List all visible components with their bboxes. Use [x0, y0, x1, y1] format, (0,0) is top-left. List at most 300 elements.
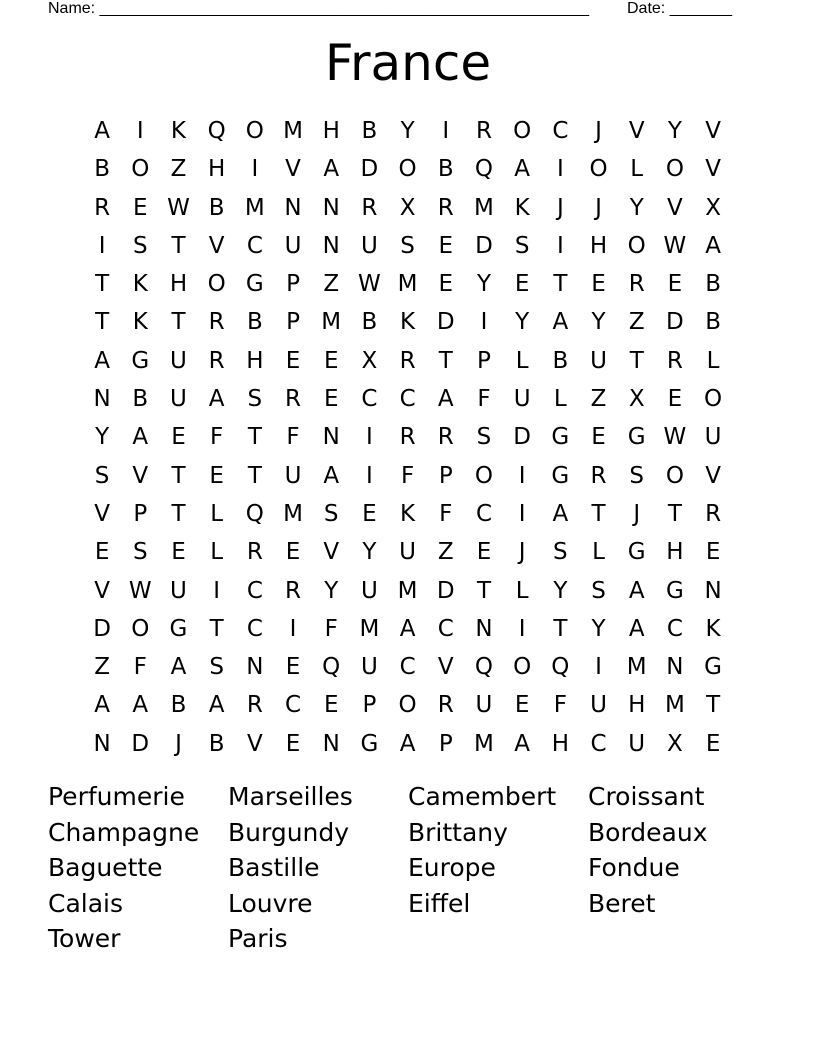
grid-letter: B [552, 347, 569, 374]
grid-letter: G [627, 539, 646, 566]
grid-letter: B [705, 309, 721, 336]
grid-row [83, 380, 733, 418]
grid-letter: C [246, 615, 263, 642]
grid-letter: C [590, 730, 607, 757]
grid-letter: N [284, 194, 302, 221]
grid-letter: U [360, 232, 378, 259]
grid-letter: A [132, 424, 149, 451]
grid-letter: X [667, 730, 683, 757]
word-list-item: Champagne [48, 817, 200, 847]
grid-letter: E [94, 539, 110, 566]
grid-letter: I [556, 156, 564, 183]
grid-row [83, 533, 733, 571]
grid-letter: I [480, 309, 488, 336]
grid-letter: R [475, 118, 492, 144]
grid-letter: L [210, 539, 224, 566]
grid-letter: R [94, 194, 111, 221]
grid-letter: E [667, 271, 683, 298]
grid-letter: M [321, 309, 342, 336]
grid-letter: H [666, 539, 684, 566]
grid-letter: Y [667, 118, 682, 144]
grid-row [83, 418, 733, 456]
grid-letter: B [246, 309, 263, 336]
grid-letter: T [591, 500, 606, 527]
grid-letter: O [131, 156, 150, 183]
grid-letter: O [474, 462, 494, 489]
grid-letter: F [324, 615, 338, 642]
grid-letter: L [515, 577, 529, 604]
grid-letter: X [628, 386, 645, 413]
word-list-item: Camembert [408, 782, 557, 811]
page-title: France [324, 34, 492, 92]
grid-letter: A [514, 156, 531, 183]
grid-letter: R [208, 347, 225, 374]
grid-letter: Q [551, 654, 570, 681]
grid-letter: B [208, 730, 225, 757]
grid-letter: E [171, 539, 186, 566]
grid-letter: K [400, 309, 416, 336]
grid-letter: O [665, 462, 684, 489]
letter-grid [83, 112, 733, 763]
grid-letter: T [553, 271, 568, 298]
grid-letter: N [666, 654, 684, 681]
grid-letter: I [366, 424, 373, 451]
grid-letter: M [626, 654, 647, 681]
grid-letter: E [705, 730, 721, 757]
grid-letter: P [286, 271, 300, 298]
grid-letter: E [323, 692, 339, 719]
grid-letter: I [136, 118, 144, 144]
grid-letter: U [475, 692, 493, 719]
grid-letter: T [629, 347, 644, 374]
grid-letter: T [476, 577, 491, 604]
grid-letter: V [437, 654, 454, 681]
grid-letter: N [322, 232, 340, 259]
grid-letter: U [170, 577, 187, 604]
grid-letter: I [556, 232, 564, 259]
grid-letter: P [477, 347, 491, 374]
grid-letter: L [553, 386, 567, 413]
grid-letter: P [133, 500, 148, 527]
word-list-item: Eiffel [408, 888, 471, 918]
word-list-item: Paris [228, 924, 288, 954]
grid-letter: Z [437, 539, 454, 566]
grid-letter: M [397, 271, 418, 298]
grid-row [83, 457, 733, 495]
grid-letter: U [284, 462, 302, 489]
grid-letter: R [208, 309, 225, 336]
grid-letter: G [665, 577, 684, 604]
grid-letter: Z [170, 156, 187, 183]
grid-letter: B [437, 156, 454, 183]
grid-letter: T [553, 615, 568, 642]
grid-letter: A [705, 232, 721, 259]
grid-letter: I [213, 577, 221, 604]
grid-letter: D [436, 309, 455, 336]
grid-letter: F [286, 424, 300, 451]
grid-letter: B [361, 309, 378, 336]
grid-letter: U [170, 347, 187, 374]
grid-letter: O [513, 654, 532, 681]
word-list-item: Calais [48, 888, 124, 918]
word-list-item: Marseilles [228, 782, 353, 811]
grid-letter: C [552, 118, 569, 144]
grid-letter: C [399, 654, 416, 681]
grid-letter: D [436, 577, 455, 604]
grid-letter: Y [324, 577, 339, 604]
grid-letter: O [131, 615, 150, 642]
grid-letter: B [170, 692, 187, 719]
grid-letter: E [438, 271, 454, 298]
grid-letter: S [476, 424, 492, 451]
grid-letter: I [98, 232, 106, 259]
word-list-item: Baguette [48, 853, 163, 883]
grid-letter: A [514, 730, 531, 757]
grid-letter: N [475, 615, 493, 642]
grid-letter: Z [94, 654, 110, 681]
grid-row [83, 303, 733, 341]
grid-letter: Q [474, 156, 494, 183]
grid-letter: E [476, 539, 492, 566]
name-field-label: Name: _______________________________________________________ [48, 0, 589, 17]
grid-letter: N [322, 424, 340, 451]
grid-letter: Z [590, 386, 607, 413]
grid-letter: R [437, 194, 454, 221]
grid-letter: Y [362, 539, 377, 566]
grid-letter: J [175, 730, 182, 757]
grid-letter: J [633, 500, 641, 527]
grid-letter: T [247, 424, 262, 451]
grid-letter: A [628, 577, 645, 604]
grid-letter: N [93, 386, 111, 413]
grid-letter: E [171, 424, 186, 451]
date-field-label: Date: _______ [627, 0, 732, 17]
grid-letter: V [285, 156, 301, 183]
grid-letter: B [705, 271, 721, 298]
grid-letter: K [132, 309, 148, 336]
grid-letter: U [360, 654, 378, 681]
grid-letter: A [552, 500, 569, 527]
grid-letter: A [323, 462, 340, 489]
grid-letter: W [167, 194, 190, 221]
grid-letter: G [169, 615, 188, 642]
grid-letter: V [246, 730, 263, 757]
grid-letter: O [245, 118, 264, 144]
grid-letter: K [132, 271, 148, 298]
grid-row [83, 150, 733, 188]
grid-letter: L [515, 347, 529, 374]
grid-letter: N [322, 194, 340, 221]
grid-letter: S [591, 577, 606, 604]
grid-letter: K [514, 194, 530, 221]
grid-letter: A [94, 347, 110, 374]
grid-letter: G [551, 424, 570, 451]
grid-letter: S [247, 386, 263, 413]
grid-letter: S [94, 462, 110, 489]
grid-letter: R [399, 347, 416, 374]
grid-letter: A [132, 692, 149, 719]
grid-letter: C [246, 232, 263, 259]
grid-letter: U [704, 424, 722, 451]
grid-letter: M [474, 194, 494, 221]
grid-letter: E [438, 232, 454, 259]
grid-letter: E [514, 692, 530, 719]
grid-letter: S [132, 539, 148, 566]
grid-letter: F [439, 500, 453, 527]
grid-letter: R [285, 577, 302, 604]
grid-letter: Y [591, 615, 606, 642]
grid-row [83, 572, 733, 610]
grid-letter: R [399, 424, 416, 451]
grid-letter: A [399, 730, 416, 757]
grid-letter: P [286, 309, 300, 336]
grid-letter: S [400, 232, 415, 259]
grid-letter: E [591, 271, 606, 298]
grid-letter: H [169, 271, 188, 298]
grid-letter: A [208, 386, 225, 413]
grid-letter: G [131, 347, 150, 374]
grid-letter: V [323, 539, 340, 566]
grid-letter: F [133, 654, 147, 681]
grid-letter: H [322, 118, 340, 144]
grid-letter: R [437, 424, 454, 451]
grid-letter: C [437, 615, 454, 642]
grid-letter: T [95, 271, 110, 298]
grid-row [83, 112, 733, 150]
grid-letter: V [94, 577, 110, 604]
grid-letter: O [207, 271, 226, 298]
grid-row [83, 227, 733, 265]
grid-letter: O [627, 232, 646, 259]
grid-letter: U [399, 539, 417, 566]
grid-letter: O [665, 156, 684, 183]
grid-letter: I [251, 156, 259, 183]
grid-letter: D [666, 309, 684, 336]
grid-letter: L [592, 539, 605, 566]
word-list-item: Burgundy [228, 817, 350, 847]
grid-letter: N [93, 730, 111, 757]
grid-letter: K [170, 118, 187, 144]
grid-letter: Z [323, 271, 340, 298]
grid-letter: V [628, 118, 645, 144]
grid-letter: R [705, 500, 722, 527]
grid-letter: I [518, 462, 526, 489]
grid-letter: I [518, 500, 526, 527]
grid-letter: Y [629, 194, 644, 221]
grid-letter: J [595, 194, 602, 221]
grid-letter: E [285, 539, 301, 566]
grid-letter: P [362, 692, 377, 719]
grid-letter: B [208, 194, 225, 221]
grid-letter: E [591, 424, 606, 451]
grid-letter: M [359, 615, 380, 642]
word-list [48, 779, 768, 957]
grid-letter: K [400, 500, 416, 527]
grid-letter: F [210, 424, 224, 451]
grid-letter: O [513, 118, 532, 144]
grid-letter: R [361, 194, 378, 221]
grid-letter: V [705, 156, 721, 183]
grid-letter: V [705, 462, 721, 489]
grid-letter: B [94, 156, 110, 183]
grid-letter: R [666, 347, 683, 374]
grid-letter: Y [95, 424, 110, 451]
grid-letter: R [285, 386, 302, 413]
grid-letter: O [704, 386, 723, 413]
grid-letter: Y [400, 118, 415, 144]
grid-letter: E [133, 194, 148, 221]
word-list-item: Bastille [228, 853, 320, 883]
grid-letter: Z [628, 309, 645, 336]
grid-letter: H [551, 730, 569, 757]
grid-row [83, 342, 733, 380]
grid-letter: A [323, 156, 340, 183]
grid-letter: E [514, 271, 530, 298]
grid-letter: I [442, 118, 450, 144]
grid-letter: N [246, 654, 264, 681]
word-list-item: Brittany [408, 817, 508, 847]
grid-letter: V [705, 118, 721, 144]
grid-letter: G [627, 424, 646, 451]
grid-row [83, 648, 733, 686]
word-list-item: Europe [408, 853, 496, 883]
grid-letter: S [553, 539, 568, 566]
grid-letter: I [518, 615, 526, 642]
grid-letter: T [171, 232, 186, 259]
grid-letter: A [94, 692, 110, 719]
grid-row [83, 265, 733, 303]
grid-letter: H [246, 347, 264, 374]
grid-letter: C [666, 615, 683, 642]
grid-letter: G [551, 462, 570, 489]
grid-letter: C [399, 386, 416, 413]
grid-letter: U [590, 347, 607, 374]
grid-letter: P [438, 462, 453, 489]
grid-letter: T [171, 462, 186, 489]
grid-letter: L [630, 156, 644, 183]
grid-letter: E [362, 500, 377, 527]
grid-letter: R [628, 271, 645, 298]
grid-letter: V [94, 500, 110, 527]
grid-letter: H [589, 232, 608, 259]
grid-letter: U [513, 386, 531, 413]
grid-letter: T [247, 462, 262, 489]
grid-letter: F [400, 462, 415, 489]
grid-letter: A [552, 309, 569, 336]
grid-letter: Y [515, 309, 530, 336]
grid-letter: X [705, 194, 721, 221]
grid-letter: S [209, 654, 224, 681]
grid-row [83, 725, 733, 763]
grid-letter: D [360, 156, 379, 183]
word-list-item: Fondue [588, 853, 680, 883]
grid-letter: U [360, 577, 378, 604]
grid-letter: E [209, 462, 224, 489]
grid-letter: S [323, 500, 339, 527]
grid-letter: A [94, 118, 110, 144]
grid-letter: X [361, 347, 378, 374]
grid-letter: B [361, 118, 378, 144]
grid-letter: P [438, 730, 453, 757]
word-list-item: Beret [588, 888, 656, 918]
grid-letter: N [704, 577, 722, 604]
word-list-item: Louvre [228, 888, 313, 918]
grid-letter: E [323, 347, 339, 374]
grid-letter: R [437, 692, 454, 719]
grid-row [83, 495, 733, 533]
grid-letter: A [399, 615, 416, 642]
grid-letter: F [477, 386, 491, 413]
grid-letter: C [285, 692, 302, 719]
grid-letter: A [208, 692, 225, 719]
grid-letter: T [209, 615, 224, 642]
grid-letter: V [667, 194, 683, 221]
grid-letter: N [322, 730, 340, 757]
grid-letter: Y [591, 309, 606, 336]
grid-letter: T [95, 309, 110, 336]
grid-letter: L [210, 500, 224, 527]
grid-letter: E [705, 539, 721, 566]
grid-letter: U [628, 730, 646, 757]
grid-letter: V [208, 232, 225, 259]
grid-letter: J [556, 194, 564, 221]
grid-letter: W [663, 424, 687, 451]
grid-letter: C [246, 577, 263, 604]
grid-letter: S [629, 462, 645, 489]
grid-letter: M [397, 577, 418, 604]
grid-letter: H [628, 692, 646, 719]
grid-row [83, 686, 733, 724]
grid-letter: D [475, 232, 493, 259]
grid-letter: K [705, 615, 721, 642]
grid-letter: R [590, 462, 607, 489]
grid-letter: I [595, 654, 602, 681]
grid-letter: V [132, 462, 149, 489]
grid-letter: R [246, 692, 263, 719]
grid-letter: W [128, 577, 152, 604]
grid-letter: M [244, 194, 265, 221]
grid-letter: Q [474, 654, 494, 681]
grid-letter: J [518, 539, 526, 566]
word-list-item: Perfumerie [48, 782, 185, 811]
grid-row [83, 610, 733, 648]
grid-letter: E [667, 386, 683, 413]
grid-letter: E [285, 654, 301, 681]
grid-letter: A [628, 615, 645, 642]
grid-letter: J [595, 118, 602, 144]
grid-letter: T [706, 692, 721, 719]
word-list-item: Tower [48, 924, 121, 954]
grid-letter: M [664, 692, 685, 719]
grid-letter: W [663, 232, 687, 259]
grid-letter: M [283, 500, 303, 527]
grid-letter: S [514, 232, 530, 259]
grid-letter: O [398, 692, 417, 719]
grid-letter: B [132, 386, 149, 413]
grid-letter: X [399, 194, 416, 221]
grid-letter: D [513, 424, 532, 451]
grid-row [83, 189, 733, 227]
grid-letter: L [706, 347, 720, 374]
grid-letter: E [323, 386, 339, 413]
grid-letter: M [474, 730, 494, 757]
grid-letter: U [590, 692, 607, 719]
grid-letter: O [398, 156, 417, 183]
grid-letter: F [553, 692, 567, 719]
grid-letter: U [170, 386, 187, 413]
grid-letter: T [667, 500, 682, 527]
grid-letter: H [208, 156, 226, 183]
